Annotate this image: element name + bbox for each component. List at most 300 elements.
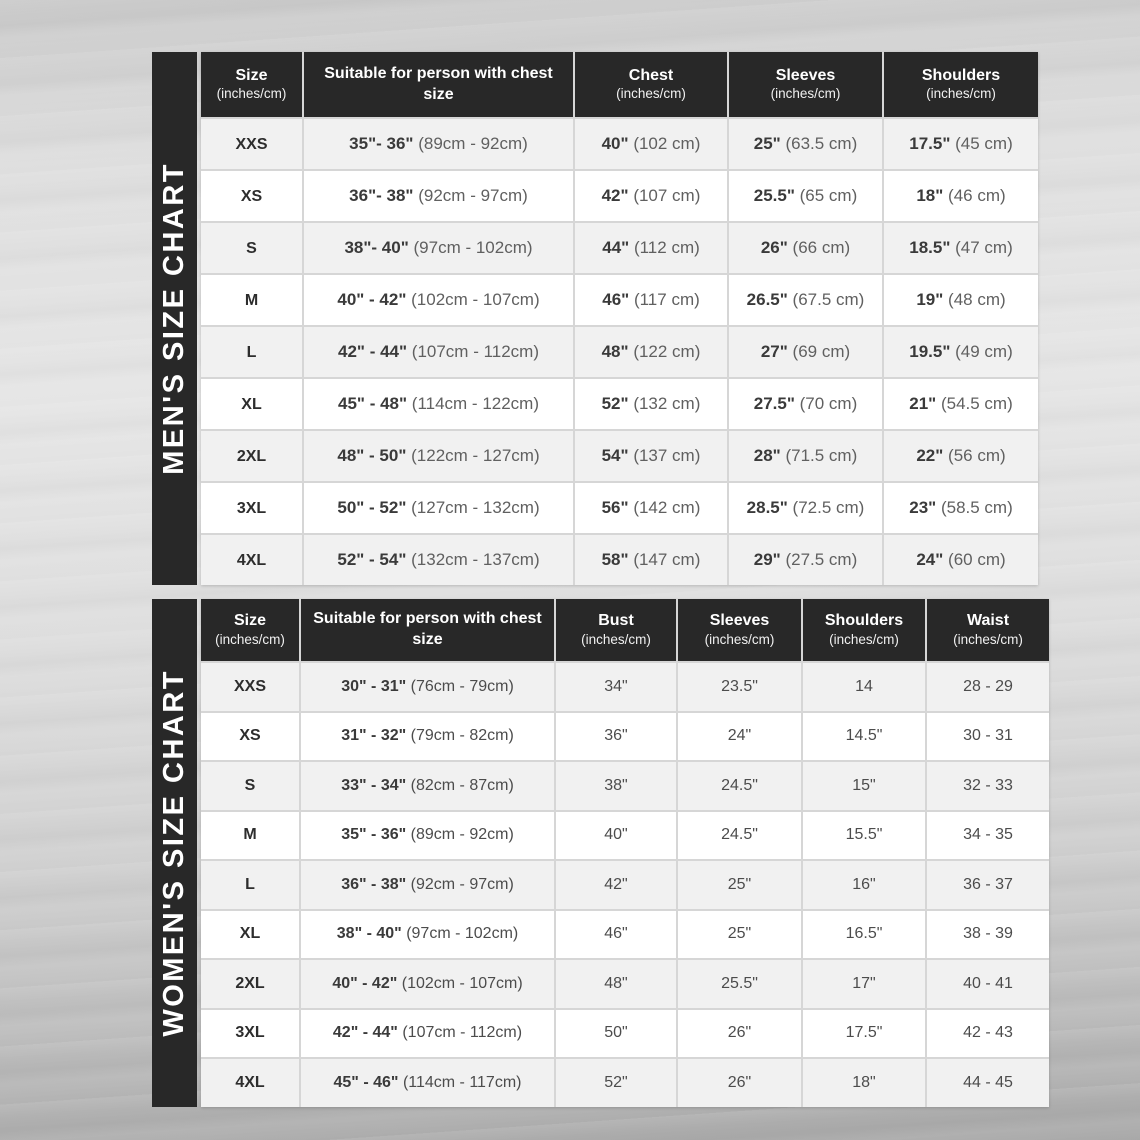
value-cm: (27.5 cm) (785, 550, 858, 569)
value-cm: 50" (604, 1024, 628, 1042)
size-cell (201, 430, 303, 482)
value-cm: (67.5 cm) (792, 290, 865, 309)
value-cm: (97cm - 102cm) (413, 238, 533, 257)
value-cm: (49 cm) (955, 342, 1013, 361)
value-cm: (132 cm) (633, 394, 701, 413)
value-cm: 42 - 43 (963, 1024, 1013, 1042)
size-label: XXS (235, 136, 268, 153)
table-row (201, 482, 1038, 534)
value-cell (926, 959, 1049, 1009)
column-header-unit: (inches/cm) (581, 631, 651, 647)
value-cell (926, 910, 1049, 960)
column-header-unit: (inches/cm) (704, 631, 775, 647)
size-label: L (246, 344, 257, 361)
table-row (201, 860, 1049, 910)
column-header-unit: (inches/cm) (616, 86, 686, 102)
column-header-title: Shoulders (824, 612, 904, 630)
value-inches: 33" - 34" (341, 776, 407, 794)
column-header-title: Chest (628, 66, 674, 84)
size-label: XXS (233, 677, 266, 695)
value-cell (728, 274, 883, 326)
value-cm: 40" (604, 826, 628, 844)
value-cm: (47 cm) (955, 238, 1013, 257)
value-cm: (147 cm) (633, 550, 701, 569)
column-header (555, 599, 677, 662)
value-cell (802, 959, 926, 1009)
size-label: 2XL (235, 974, 265, 992)
value-cell (926, 1009, 1049, 1059)
value-cm: (66 cm) (792, 238, 851, 257)
size-label: 2XL (236, 448, 267, 465)
value-cell (677, 761, 802, 811)
size-cell (201, 378, 303, 430)
value-cm: 40 - 41 (963, 974, 1013, 992)
value-cell (677, 811, 802, 861)
value-cm: (107 cm) (633, 186, 701, 205)
value-cm: (79cm - 82cm) (410, 727, 514, 745)
value-cell (926, 811, 1049, 861)
value-cell (303, 378, 574, 430)
column-header (802, 599, 926, 662)
value-cell (574, 222, 728, 274)
value-cell (574, 118, 728, 170)
value-cell (555, 1058, 677, 1107)
table-row (201, 222, 1038, 274)
column-header (201, 599, 300, 662)
value-inches: 46" (602, 290, 630, 309)
value-cell (926, 662, 1049, 712)
table-header (201, 599, 1049, 662)
mens-chart-title-banner (152, 52, 197, 585)
value-inches: 40" - 42" (337, 290, 407, 309)
value-cell (303, 274, 574, 326)
value-cell (574, 170, 728, 222)
value-inches: 36"- 38" (349, 186, 414, 205)
value-cm: (60 cm) (948, 550, 1006, 569)
value-cm: (97cm - 102cm) (406, 925, 519, 943)
value-cell (802, 811, 926, 861)
value-cell (555, 712, 677, 762)
table-row (201, 118, 1038, 170)
value-cm: 44 - 45 (963, 1073, 1013, 1091)
value-inches: 38"- 40" (344, 238, 409, 257)
value-cm: (107cm - 112cm) (402, 1024, 523, 1042)
value-cell (555, 761, 677, 811)
value-cm: 46" (604, 925, 628, 943)
column-header-title: Suitable for person with chest size (324, 64, 553, 103)
table-row (201, 1009, 1049, 1059)
value-cell (883, 326, 1038, 378)
value-cell (574, 430, 728, 482)
column-header-title: Suitable for person with chest size (313, 610, 542, 648)
value-inches: 30" - 31" (341, 677, 407, 695)
value-cell (303, 118, 574, 170)
value-cell (303, 430, 574, 482)
size-label: XS (239, 727, 261, 745)
value-cell (728, 482, 883, 534)
value-cell (555, 959, 677, 1009)
value-cell (677, 712, 802, 762)
value-cell (883, 222, 1038, 274)
value-inches: 35" - 36" (341, 826, 407, 844)
value-cm: (72.5 cm) (792, 498, 865, 517)
value-cell (300, 959, 555, 1009)
value-cm: (70 cm) (799, 394, 858, 413)
value-cm: 16.5" (845, 925, 883, 943)
value-cm: (122 cm) (633, 342, 701, 361)
size-cell (201, 959, 300, 1009)
value-cm: 15" (852, 776, 876, 794)
value-cell (728, 170, 883, 222)
value-cm: (76cm - 79cm) (410, 677, 514, 695)
value-cell (555, 1009, 677, 1059)
value-cell (802, 662, 926, 712)
value-inches: 40" (601, 134, 629, 153)
value-cell (802, 860, 926, 910)
value-inches: 35"- 36" (349, 134, 414, 153)
value-cell (677, 910, 802, 960)
value-inches: 27.5" (753, 394, 795, 413)
value-cm: 28 - 29 (963, 677, 1013, 695)
value-inches: 31" - 32" (341, 727, 407, 745)
value-inches: 42" - 44" (338, 342, 408, 361)
value-cell (728, 118, 883, 170)
value-cell (926, 761, 1049, 811)
value-inches: 52" (601, 394, 629, 413)
table-row (201, 811, 1049, 861)
value-inches: 54" (601, 446, 629, 465)
value-inches: 25" (753, 134, 781, 153)
column-header (574, 52, 728, 118)
value-cm: 42" (604, 875, 628, 893)
size-label: S (246, 240, 257, 257)
value-cell (300, 761, 555, 811)
value-cm: (65 cm) (799, 186, 858, 205)
value-cm: 24" (727, 727, 752, 745)
value-inches: 26" (760, 238, 788, 257)
size-label: 3XL (236, 500, 267, 517)
value-inches: 36" - 38" (341, 875, 407, 893)
value-cell (883, 274, 1038, 326)
table-row (201, 959, 1049, 1009)
column-header (926, 599, 1049, 662)
value-inches: 17.5" (909, 134, 951, 153)
value-cm: 30 - 31 (963, 727, 1013, 745)
table-row (201, 326, 1038, 378)
value-cm: 17" (852, 974, 876, 992)
value-cm: 14 (855, 677, 873, 695)
size-cell (201, 1058, 300, 1107)
size-cell (201, 662, 300, 712)
table-row (201, 534, 1038, 585)
size-label: L (245, 875, 255, 893)
size-cell (201, 482, 303, 534)
value-inches: 48" - 50" (337, 446, 407, 465)
value-inches: 28" (753, 446, 781, 465)
column-header-unit: (inches/cm) (215, 631, 285, 647)
value-cell (728, 222, 883, 274)
value-cell (926, 860, 1049, 910)
value-cell (555, 811, 677, 861)
value-cell (926, 1058, 1049, 1107)
value-cm: 16" (852, 875, 876, 893)
value-inches: 50" - 52" (337, 498, 407, 517)
value-inches: 25.5" (753, 186, 795, 205)
value-cell (677, 662, 802, 712)
table-row (201, 430, 1038, 482)
column-header-title: Sleeves (709, 612, 770, 630)
size-cell (201, 860, 300, 910)
value-cm: 24.5" (721, 776, 758, 794)
value-cm: (112 cm) (633, 238, 700, 257)
value-inches: 38" - 40" (336, 925, 402, 943)
value-cm: (114cm - 122cm) (411, 394, 539, 413)
size-label: S (244, 776, 256, 794)
value-cm: (56 cm) (948, 446, 1006, 465)
value-inches: 18" (916, 186, 944, 205)
value-cm: 25" (727, 925, 752, 943)
value-cm: 38 - 39 (963, 925, 1013, 943)
value-cell (728, 378, 883, 430)
value-cell (677, 959, 802, 1009)
size-label: XL (241, 396, 262, 413)
size-cell (201, 170, 303, 222)
size-label: XL (239, 925, 261, 943)
header-row (201, 52, 1038, 118)
value-inches: 45" - 48" (338, 394, 408, 413)
size-cell (201, 534, 303, 585)
value-cell (300, 712, 555, 762)
value-cm: (127cm - 132cm) (411, 498, 540, 517)
value-cell (555, 910, 677, 960)
value-cm: (102cm - 107cm) (411, 290, 540, 309)
womens-chart-title-banner (152, 599, 197, 1107)
value-cell (303, 482, 574, 534)
size-cell (201, 811, 300, 861)
size-cell (201, 761, 300, 811)
column-header (201, 52, 303, 118)
size-cell (201, 910, 300, 960)
value-cm: 36 - 37 (963, 875, 1013, 893)
value-cell (728, 326, 883, 378)
value-inches: 45" - 46" (333, 1073, 399, 1091)
value-inches: 58" (601, 550, 629, 569)
womens-size-chart-section (152, 599, 1049, 1107)
column-header (883, 52, 1038, 118)
table-row (201, 662, 1049, 712)
value-cm: (107cm - 112cm) (411, 342, 539, 361)
value-cell (677, 1058, 802, 1107)
mens-size-table (201, 52, 1038, 585)
value-inches: 42" - 44" (332, 1024, 398, 1042)
value-cell (300, 1009, 555, 1059)
column-header (300, 599, 555, 662)
table-body (201, 662, 1049, 1107)
column-header (303, 52, 574, 118)
table-body (201, 118, 1038, 585)
size-label: M (243, 826, 257, 844)
value-cell (802, 712, 926, 762)
value-inches: 21" (909, 394, 937, 413)
value-cm: 25.5" (721, 974, 758, 992)
value-inches: 29" (753, 550, 781, 569)
size-label: 3XL (235, 1024, 265, 1042)
value-inches: 27" (760, 342, 788, 361)
value-cm: (102 cm) (633, 134, 701, 153)
value-cm: 17.5" (845, 1024, 883, 1042)
value-cm: (117 cm) (633, 290, 700, 309)
value-cell (303, 534, 574, 585)
value-cell (883, 378, 1038, 430)
value-inches: 48" (601, 342, 629, 361)
value-inches: 24" (916, 550, 944, 569)
column-header-unit: (inches/cm) (770, 86, 841, 102)
value-cm: (63.5 cm) (785, 134, 858, 153)
size-label: 4XL (236, 552, 267, 569)
value-cm: (122cm - 127cm) (411, 446, 540, 465)
value-cm: (137 cm) (633, 446, 701, 465)
value-cm: (132cm - 137cm) (411, 550, 540, 569)
table-row (201, 761, 1049, 811)
size-label: 4XL (235, 1073, 265, 1091)
value-cell (555, 662, 677, 712)
column-header-unit: (inches/cm) (829, 631, 899, 647)
column-header-title: Shoulders (921, 66, 1001, 84)
value-cell (728, 430, 883, 482)
value-inches: 19.5" (909, 342, 951, 361)
value-cell (300, 662, 555, 712)
table-header (201, 52, 1038, 118)
value-cm: 36" (604, 727, 628, 745)
size-cell (201, 274, 303, 326)
value-cell (883, 482, 1038, 534)
value-cm: (82cm - 87cm) (410, 776, 514, 794)
value-cm: (89cm - 92cm) (410, 826, 514, 844)
value-inches: 56" (601, 498, 629, 517)
column-header-title: Size (235, 66, 268, 84)
table-row (201, 378, 1038, 430)
value-cm: 26" (727, 1024, 752, 1042)
value-cell (802, 1058, 926, 1107)
value-cell (802, 910, 926, 960)
column-header-title: Sleeves (775, 66, 836, 84)
value-cm: 25" (727, 875, 752, 893)
value-cell (303, 222, 574, 274)
column-header-unit: (inches/cm) (926, 86, 996, 102)
value-cm: 38" (604, 776, 628, 794)
value-cm: 48" (604, 974, 628, 992)
value-inches: 52" - 54" (337, 550, 407, 569)
size-cell (201, 1009, 300, 1059)
value-cell (883, 430, 1038, 482)
column-header-unit: (inches/cm) (953, 631, 1023, 647)
value-cell (883, 118, 1038, 170)
value-cm: (69 cm) (792, 342, 851, 361)
column-header-title: Size (233, 612, 266, 630)
size-cell (201, 118, 303, 170)
value-cell (677, 860, 802, 910)
mens-size-chart-section (152, 52, 1038, 585)
value-cm: 18" (852, 1073, 876, 1091)
value-cell (802, 1009, 926, 1059)
value-cm: 34" (604, 677, 628, 695)
value-cell (300, 1058, 555, 1107)
value-cm: (45 cm) (955, 134, 1013, 153)
value-cell (303, 170, 574, 222)
column-header-title: Waist (966, 612, 1010, 630)
mens-chart-title: MEN'S SIZE CHART (158, 162, 190, 475)
size-cell (201, 222, 303, 274)
value-cell (574, 274, 728, 326)
value-cell (883, 170, 1038, 222)
column-header (728, 52, 883, 118)
value-cm: (58.5 cm) (940, 498, 1013, 517)
value-cm: 23.5" (721, 677, 758, 695)
value-cell (574, 326, 728, 378)
value-inches: 26.5" (746, 290, 788, 309)
value-cm: (92cm - 97cm) (410, 875, 514, 893)
value-cm: (102cm - 107cm) (401, 974, 523, 992)
value-cm: 14.5" (845, 727, 883, 745)
value-cm: 34 - 35 (963, 826, 1013, 844)
value-cell (303, 326, 574, 378)
value-cm: (71.5 cm) (785, 446, 858, 465)
value-cell (300, 910, 555, 960)
value-cell (802, 761, 926, 811)
table-row (201, 1058, 1049, 1107)
header-row (201, 599, 1049, 662)
value-cm: (46 cm) (948, 186, 1006, 205)
value-cell (574, 534, 728, 585)
value-inches: 40" - 42" (332, 974, 398, 992)
table-row (201, 274, 1038, 326)
value-cell (883, 534, 1038, 585)
size-label: XS (240, 188, 263, 205)
value-cell (574, 482, 728, 534)
column-header-title: Bust (598, 612, 634, 630)
value-cell (728, 534, 883, 585)
value-inches: 44" (602, 238, 630, 257)
column-header (677, 599, 802, 662)
value-cell (300, 811, 555, 861)
value-inches: 23" (909, 498, 937, 517)
column-header-unit: (inches/cm) (216, 86, 287, 102)
size-label: M (244, 292, 259, 309)
value-cm: (54.5 cm) (940, 394, 1013, 413)
table-row (201, 910, 1049, 960)
value-cm: (114cm - 117cm) (402, 1073, 522, 1091)
size-cell (201, 712, 300, 762)
value-cm: 24.5" (721, 826, 758, 844)
value-cm: 52" (604, 1073, 628, 1091)
value-cm: 15.5" (845, 826, 883, 844)
value-cm: 26" (727, 1073, 752, 1091)
table-row (201, 712, 1049, 762)
size-cell (201, 326, 303, 378)
table-row (201, 170, 1038, 222)
value-inches: 22" (916, 446, 944, 465)
womens-chart-title: WOMEN'S SIZE CHART (158, 668, 190, 1037)
value-cell (926, 712, 1049, 762)
value-cm: (48 cm) (948, 290, 1006, 309)
value-cm: (89cm - 92cm) (418, 134, 528, 153)
value-inches: 18.5" (909, 238, 951, 257)
value-cell (555, 860, 677, 910)
value-cm: 32 - 33 (963, 776, 1013, 794)
value-inches: 19" (916, 290, 944, 309)
value-cm: (92cm - 97cm) (418, 186, 528, 205)
value-cell (574, 378, 728, 430)
